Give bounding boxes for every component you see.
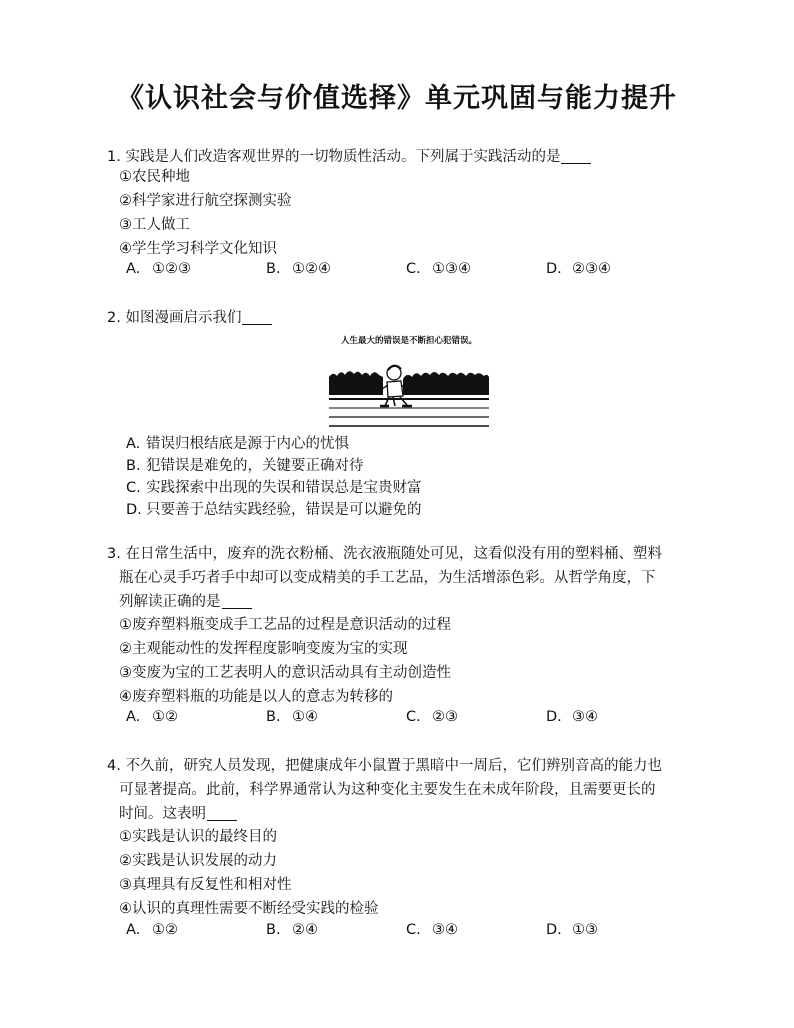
option-a[interactable] [126,432,349,453]
option-d[interactable] [546,709,598,725]
question-3-stem-text: 列解读正确的是 [119,594,221,610]
statement: ③真理具有反复性和相对性 [119,877,292,893]
option-d[interactable] [126,498,422,519]
statement: ②科学家进行航空探测实验 [119,193,292,209]
option-c[interactable] [126,476,422,497]
comic-drawing [327,333,491,429]
question-3-stem-line: 3. 在日常生活中，废弃的洗衣粉桶、洗衣液瓶随处可见，这看似没有用的塑料桶、塑料 [107,546,662,562]
option-b[interactable] [266,709,318,725]
option-letter: B. [266,709,281,725]
option-d[interactable] [546,922,598,938]
question-4-stem-text: 时间。这表明 [119,806,206,822]
option-c[interactable] [406,261,471,277]
option-letter: C. [406,709,421,725]
option-d[interactable] [546,261,611,277]
question-4-stem-line: 4. 不久前，研究人员发现，把健康成年小鼠置于黑暗中一周后，它们辨别音高的能力也 [107,758,662,774]
option-b[interactable] [266,922,318,938]
statement: ①实践是认识的最终目的 [119,829,277,845]
question-1-stem-text: 1. 实践是人们改造客观世界的一切物质性活动。下列属于实践活动的是 [107,149,561,165]
option-c[interactable] [406,709,458,725]
option-text: 实践探索中出现的失误和错误总是宝贵财富 [146,480,422,496]
statement: ④学生学习科学文化知识 [119,241,277,257]
statement: ②实践是认识发展的动力 [119,853,277,869]
option-letter: C. [406,922,421,938]
answer-blank [242,310,272,325]
question-1-stem [107,145,591,166]
statement: ①农民种地 [119,169,190,185]
answer-blank [222,594,252,609]
option-text: ①②③ [152,261,191,277]
options-row [126,709,666,729]
option-a[interactable] [126,261,191,277]
option-text: ①②④ [292,261,331,277]
statement: ③工人做工 [119,217,190,233]
option-text: 错误归根结底是源于内心的忧惧 [146,436,349,452]
option-text: ①② [152,922,178,938]
statement: ③变废为宝的工艺表明人的意识活动具有主动创造性 [119,665,451,681]
option-letter: D. [546,709,562,725]
options-row [126,261,666,281]
page-title: 《认识社会与价值选择》单元巩固与能力提升 [117,83,677,114]
option-text: ②④ [292,922,318,938]
statement: ④认识的真理性需要不断经受实践的检验 [119,901,379,917]
comic-illustration [327,333,491,429]
option-b[interactable] [126,454,364,475]
option-letter: C. [406,261,421,277]
answer-blank [207,806,237,821]
option-letter: A. [126,261,141,277]
option-letter: B. [266,261,281,277]
option-text: ③④ [572,709,598,725]
option-text: 犯错误是难免的，关键要正确对待 [146,458,364,474]
option-text: ①③ [572,922,598,938]
question-4-stem-line: 可显著提高。此前，科学界通常认为这种变化主要发生在未成年阶段，且需要更长的 [119,782,656,798]
option-letter: A. [126,709,141,725]
option-letter: B. [126,458,141,474]
option-text: ①② [152,709,178,725]
option-letter: D. [546,261,562,277]
question-2-stem [107,306,272,327]
option-letter: B. [266,922,281,938]
option-letter: A. [126,436,141,452]
option-a[interactable] [126,922,178,938]
question-4-stem-line [119,802,237,823]
option-letter: C. [126,480,141,496]
option-text: ①④ [292,709,318,725]
option-text: 只要善于总结实践经验，错误是可以避免的 [146,502,422,518]
option-text: ②③ [432,709,458,725]
statement: ②主观能动性的发挥程度影响变废为宝的实现 [119,641,408,657]
answer-blank [561,149,591,164]
option-letter: A. [126,922,141,938]
options-row [126,922,666,942]
option-a[interactable] [126,709,178,725]
question-2-stem-text: 2. 如图漫画启示我们 [107,310,242,326]
comic-caption: 人生最大的错误是不断担心犯错误。 [340,336,478,346]
question-3-stem-line: 瓶在心灵手巧者手中却可以变成精美的手工艺品，为生活增添色彩。从哲学角度，下 [119,570,656,586]
option-c[interactable] [406,922,458,938]
option-text: ③④ [432,922,458,938]
option-text: ①③④ [432,261,471,277]
statement: ④废弃塑料瓶的功能是以人的意志为转移的 [119,689,393,705]
option-text: ②③④ [572,261,611,277]
statement: ①废弃塑料瓶变成手工艺品的过程是意识活动的过程 [119,617,451,633]
option-letter: D. [126,502,142,518]
option-letter: D. [546,922,562,938]
question-3-stem-line [119,590,252,611]
option-b[interactable] [266,261,331,277]
